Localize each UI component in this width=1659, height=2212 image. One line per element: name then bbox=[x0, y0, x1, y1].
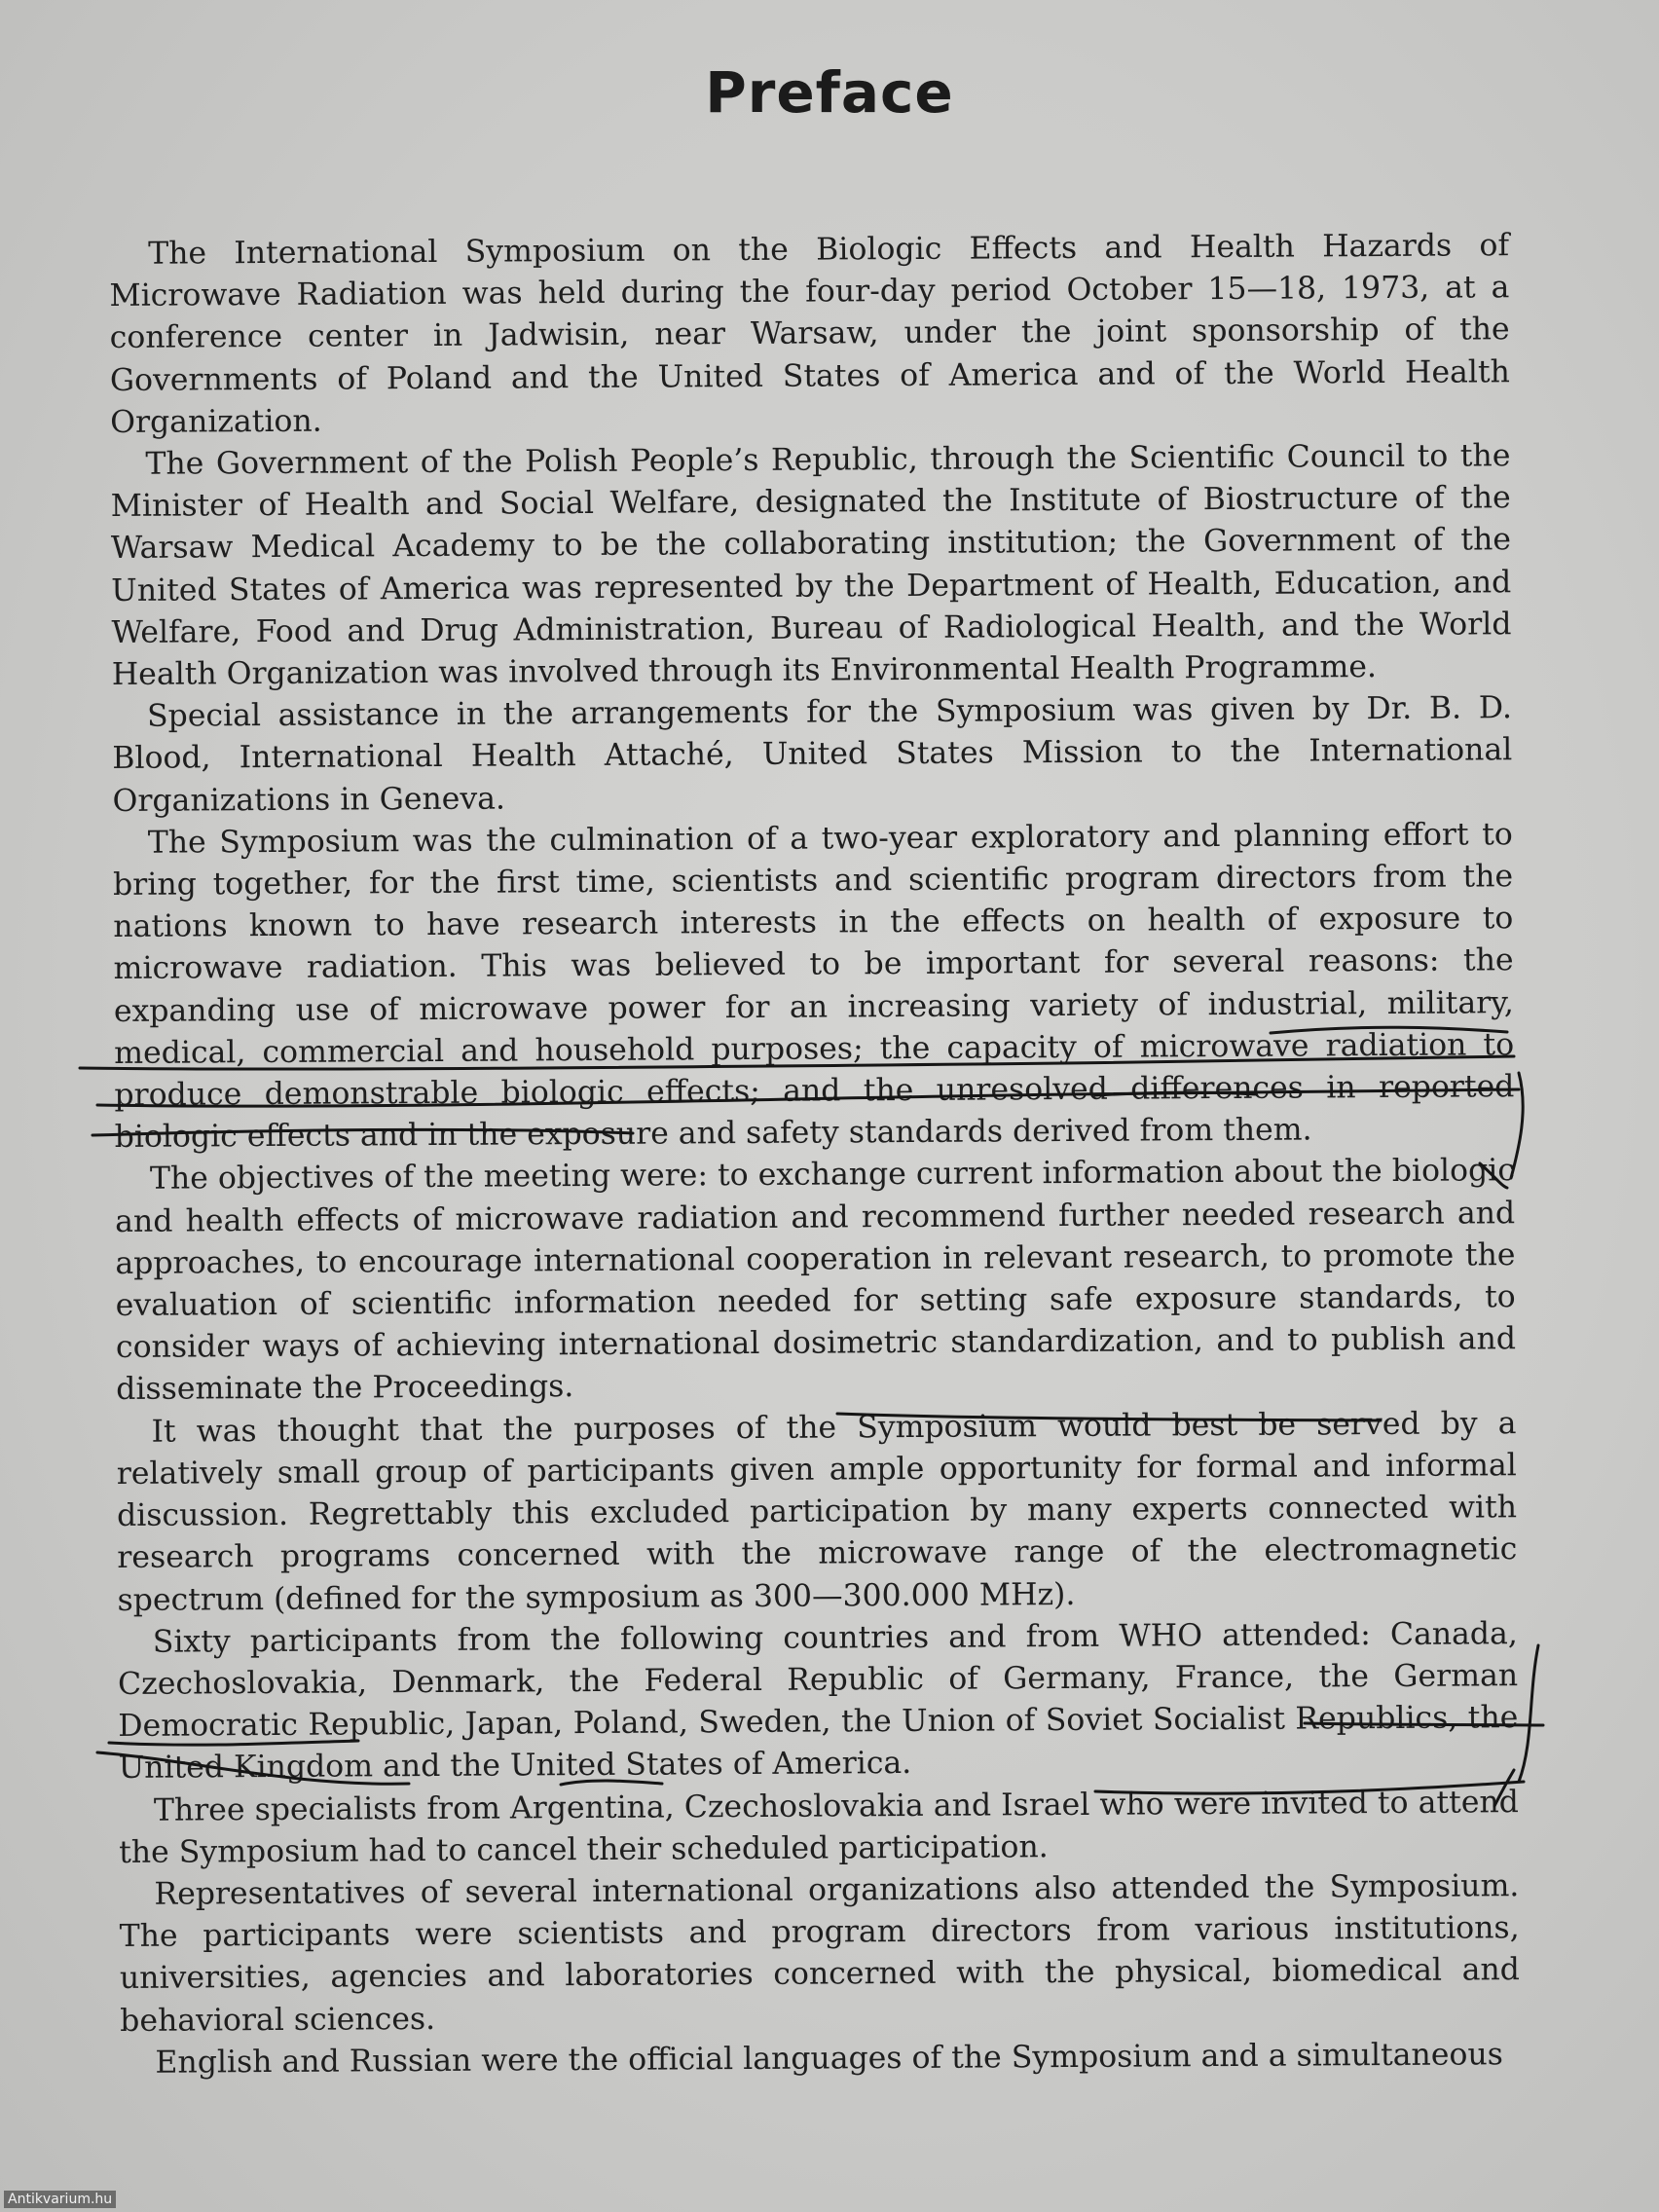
paragraph-participants-size: It was thought that the purposes of the Symposium would best be served by a relatively small group of participants given ample opportunity for formal and informal discussion. Regrettably this excluded participation by many experts connected with research programs concerned with the microwave range of the electromagnetic spectrum (defined for the symposium as 300—300.000 MHz). bbox=[116, 1405, 1518, 1618]
paragraph-symposium-intro: The International Symposium on the Biologic Effects and Health Hazards of Microwave Radiation was held during the four-day period October 15—18, 1973, at a conference center in Jadwisin, near Warsaw, under the joint sponsorship of the Governments of Poland and the United States of America and of the World Health Organization. bbox=[109, 228, 1511, 440]
paragraph-sponsors: The Government of the Polish People’s Republic, through the Scientific Council to the Minister of Health and Social Welfare, designated the Institute of Biostructure of the Warsaw Medical Academy to be the collaborating institution; the Government of the United States of America was represented by the Department of Health, Education, and Welfare, Food and Drug Administration, Bureau of Radiological Health, and the World Health Organization was involved through its Environmental Health Programme. bbox=[110, 438, 1512, 693]
preface-body bbox=[109, 225, 1521, 2084]
paragraph-special-assistance: Special assistance in the arrangements for the Symposium was given by Dr. B. D. Blood, International Health Attaché, United States Mission to the International Organizations in Geneva. bbox=[112, 690, 1513, 819]
paragraph-languages: English and Russian were the official languages of the Symposium and a simultaneous bbox=[155, 2037, 1503, 2081]
paragraph-objectives: The objectives of the meeting were: to exchange current information about the biologic and health effects of microwave radiation and recommend further needed research and approaches, to encourage international cooperation in relevant research, to promote the evaluation of scientific information needed for setting safe exposure standards, to consider ways of achieving international dosimetric standardization, and to publish and disseminate the Proceedings. bbox=[115, 1153, 1517, 1408]
paragraph-culmination: The Symposium was the culmination of a two-year exploratory and planning effort to bring together, for the first time, scientists and scientific program directors from the nations known to have research interests in the effects on health of exposure to microwave radiation. This was believed to be important for several reasons: the expanding use of microwave power for an increasing variety of industrial, military, medical, commercial and household purposes; the capacity of microwave radiation to produce demonstrable biologic effects; and the unresolved differences in reported biologic effects and in the exposure and safety standards derived from them. bbox=[112, 817, 1515, 1156]
paragraph-cancellations: Three specialists from Argentina, Czechoslovakia and Israel who were invited to attend the Symposium had to cancel their scheduled participation. bbox=[119, 1784, 1519, 1870]
page-title: Preface bbox=[705, 58, 954, 126]
paragraph-organizations: Representatives of several international organizations also attended the Symposium. The participants were scientists and program directors from various institutions, universities, agencies and laboratories concerned with the physical, biomedical and behavioral sciences. bbox=[119, 1868, 1521, 2039]
watermark: Antikvarium.hu bbox=[4, 2191, 116, 2208]
paragraph-countries: Sixty participants from the following countries and from WHO attended: Canada, Czechoslovakia, Denmark, the Federal Republic of Germany, France, the German Democratic Republic, Japan, Poland, Sweden, the Union of Soviet Socialist Republics, the United Kingdom and the United States of America. bbox=[117, 1615, 1519, 1787]
